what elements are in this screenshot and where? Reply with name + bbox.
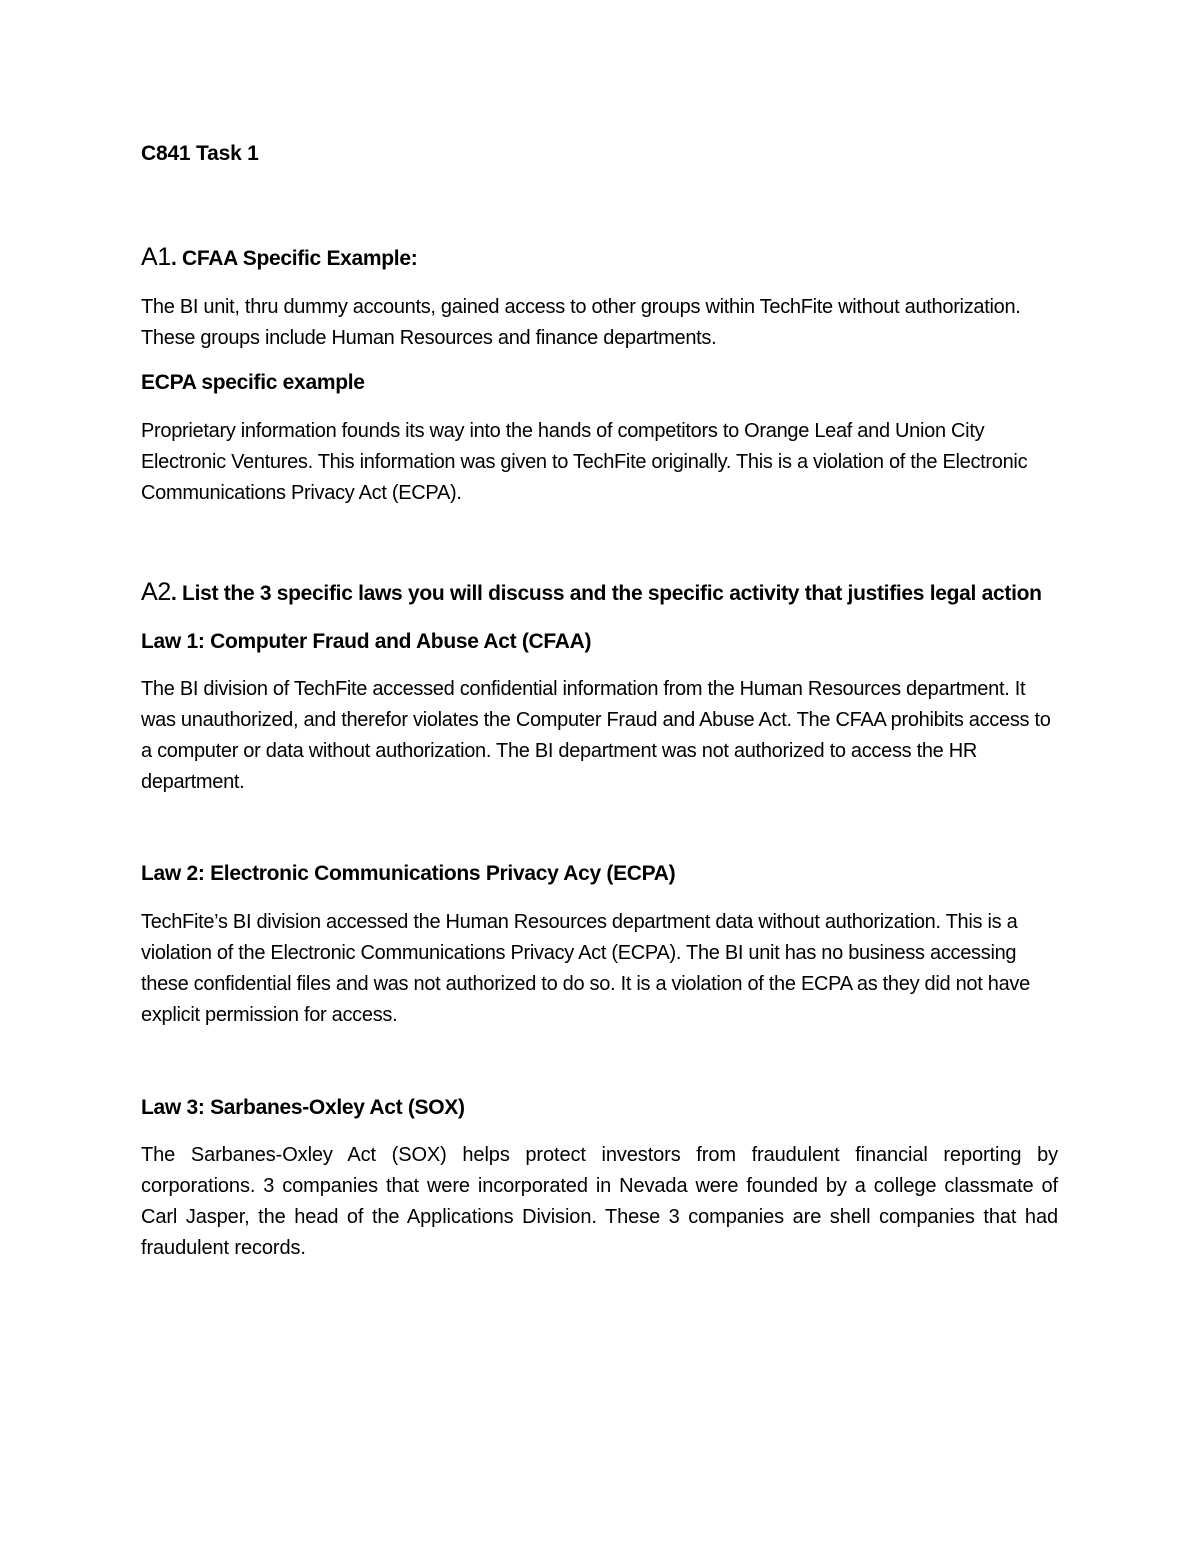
section-a2-heading xyxy=(141,578,1042,607)
law-3-heading: Law 3: Sarbanes-Oxley Act (SOX) xyxy=(141,1096,465,1119)
law-2-paragraph: TechFite’s BI division accessed the Human Resources department data without authorization. This is a violation of the Electronic Communications Privacy Act (ECPA). The BI unit has no business accessing these confidential files and was not authorized to do so. It is a violation of the ECPA as they did not have explicit permission for access. xyxy=(141,911,1030,1026)
section-a1-heading xyxy=(141,243,417,272)
section-a2-label: A2 xyxy=(141,578,171,606)
law-2-heading: Law 2: Electronic Communications Privacy Acy (ECPA) xyxy=(141,862,676,885)
section-a1-title: . CFAA Specific Example: xyxy=(170,247,418,270)
law-3-paragraph: The Sarbanes-Oxley Act (SOX) helps protect investors from fraudulent financial reporting by corporations. 3 companies that were incorporated in Nevada were founded by a college classmate of Carl Jasper, the head of the Applications Division. These 3 companies are shell companies that had fraudulent records. xyxy=(141,1144,1058,1259)
document-title: C841 Task 1 xyxy=(141,142,259,165)
ecpa-example-paragraph: Proprietary information founds its way into the hands of competitors to Orange Leaf and Union City Electronic Ventures. This information was given to TechFite originally. This is a violation of the Electronic Communications Privacy Act (ECPA). xyxy=(141,420,1028,504)
a1-paragraph: The BI unit, thru dummy accounts, gained access to other groups within TechFite without authorization. These groups include Human Resources and finance departments. xyxy=(141,296,1021,349)
law-1-heading: Law 1: Computer Fraud and Abuse Act (CFAA) xyxy=(141,630,592,653)
section-a2-title: . List the 3 specific laws you will discuss and the specific activity that justifies legal action xyxy=(170,582,1042,605)
law-1-paragraph: The BI division of TechFite accessed confidential information from the Human Resources department. It was unauthorized, and therefor violates the Computer Fraud and Abuse Act. The CFAA prohibits access to a computer or data without authorization. The BI department was not authorized to access the HR department. xyxy=(141,678,1051,793)
section-a1-label: A1 xyxy=(141,243,171,271)
ecpa-example-heading: ECPA specific example xyxy=(141,371,365,394)
